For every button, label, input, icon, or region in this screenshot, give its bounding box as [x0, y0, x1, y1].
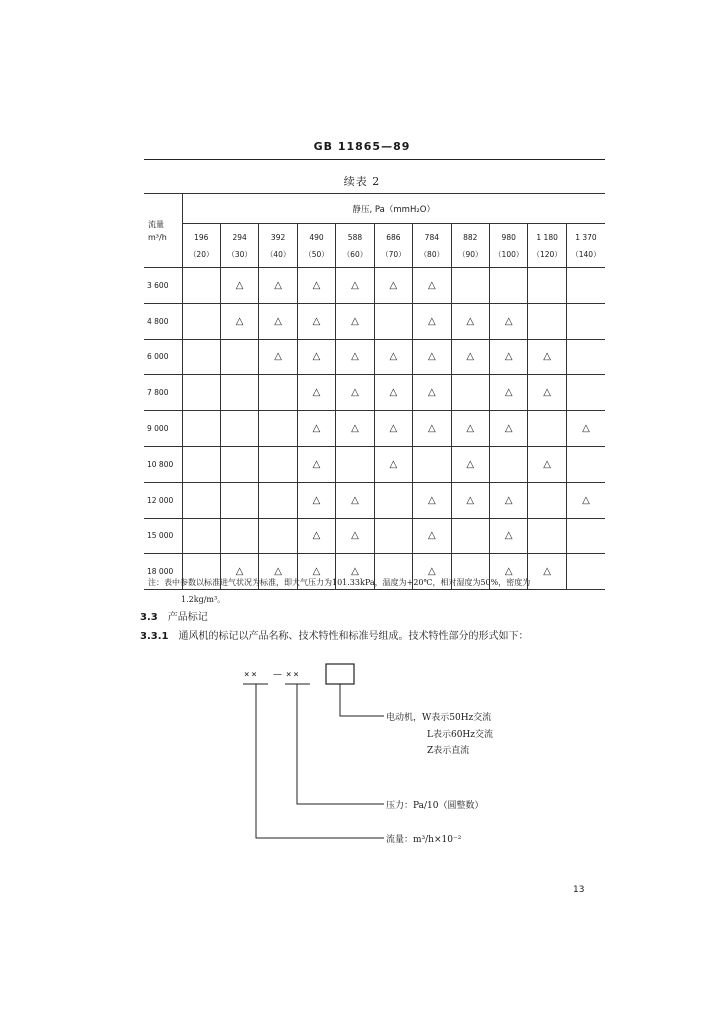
- flow-value-cell: 7 800: [144, 375, 182, 411]
- availability-triangle-mark: △: [427, 566, 436, 578]
- pressure-column-header: 686 （70）: [374, 224, 412, 268]
- availability-triangle-mark: △: [274, 279, 282, 291]
- flow-leader-line: [256, 684, 384, 838]
- availability-triangle-mark: △: [235, 315, 244, 327]
- availability-triangle-mark: △: [312, 279, 321, 291]
- availability-triangle-mark: △: [504, 315, 513, 327]
- pressure-column-header: 1 370 （140）: [566, 224, 605, 268]
- flow-value-cell: 18 000: [144, 554, 182, 590]
- motor-label: 电动机，W表示50Hz交流: [386, 713, 492, 723]
- availability-triangle-mark: △: [427, 315, 436, 327]
- section-title: 产品标记: [167, 612, 208, 623]
- pressure-label: 压力：Pa/10（圆整数）: [386, 801, 484, 811]
- flow-value-cell: 15 000: [144, 518, 182, 554]
- flow-value-cell: 10 800: [144, 446, 182, 482]
- note-line-1: 注：表中参数以标准进气状况为标准，即大气压力为101.33kPa，温度为+20℃，相对湿度为50%，密度为: [148, 578, 531, 587]
- availability-triangle-mark: △: [466, 494, 475, 506]
- motor-l-label: L表示60Hz交流: [427, 730, 494, 740]
- pressure-column-header: 882 （90）: [451, 224, 489, 268]
- note-line-2: 1.2kg/m³。: [181, 595, 226, 604]
- availability-triangle-mark: △: [543, 566, 551, 578]
- flow-code-placeholder: ××: [244, 670, 259, 680]
- availability-triangle-mark: △: [427, 423, 436, 435]
- table-title: 续表 2: [343, 175, 381, 188]
- flow-label: 流量：m³/h×10⁻²: [386, 835, 462, 845]
- pressure-column-header: 392 （40）: [259, 224, 297, 268]
- availability-triangle-mark: △: [274, 315, 282, 327]
- availability-triangle-mark: △: [543, 351, 551, 363]
- availability-triangle-mark: △: [504, 566, 513, 578]
- static-pressure-header: 静压, Pa（mmH₂O）: [182, 194, 605, 224]
- availability-triangle-mark: △: [582, 494, 590, 506]
- availability-triangle-mark: △: [504, 387, 513, 399]
- availability-triangle-mark: △: [466, 423, 475, 435]
- availability-triangle-mark: △: [274, 351, 282, 363]
- pressure-column-header: 490 （50）: [297, 224, 335, 268]
- pressure-column-header: 1 180 （120）: [528, 224, 566, 268]
- flow-value-cell: 6 000: [144, 339, 182, 375]
- availability-triangle-mark: △: [351, 315, 359, 327]
- section-number: 3.3: [140, 612, 158, 623]
- code-separator: —: [273, 670, 282, 680]
- availability-triangle-mark: △: [351, 387, 359, 399]
- availability-triangle-mark: △: [312, 530, 321, 542]
- pressure-column-header: 784 （80）: [413, 224, 451, 268]
- section-text: 通风机的标记以产品名称、技术特性和标准号组成。技术特性部分的形式如下：: [178, 631, 529, 642]
- availability-triangle-mark: △: [389, 423, 398, 435]
- availability-triangle-mark: △: [351, 494, 359, 506]
- availability-triangle-mark: △: [427, 387, 436, 399]
- availability-triangle-mark: △: [274, 566, 282, 578]
- pressure-code-placeholder: ××: [286, 670, 301, 680]
- flow-value-cell: 3 600: [144, 268, 182, 304]
- availability-triangle-mark: △: [504, 530, 513, 542]
- availability-triangle-mark: △: [543, 387, 551, 399]
- section-number: 3.3.1: [140, 631, 169, 642]
- availability-triangle-mark: △: [312, 315, 321, 327]
- availability-triangle-mark: △: [351, 423, 359, 435]
- flow-value-cell: 12 000: [144, 482, 182, 518]
- availability-triangle-mark: △: [389, 458, 398, 470]
- motor-leader-line: [340, 684, 384, 716]
- page-number: 13: [573, 885, 585, 895]
- pressure-column-header: 196 （20）: [182, 224, 220, 268]
- availability-triangle-mark: △: [351, 530, 359, 542]
- flow-column-header: 流量 m³/h: [144, 194, 182, 268]
- availability-triangle-mark: △: [389, 387, 398, 399]
- flow-value-cell: 9 000: [144, 411, 182, 447]
- pressure-column-header: 294 （30）: [220, 224, 258, 268]
- availability-triangle-mark: △: [389, 351, 398, 363]
- availability-triangle-mark: △: [351, 351, 359, 363]
- availability-triangle-mark: △: [504, 494, 513, 506]
- availability-triangle-mark: △: [582, 423, 590, 435]
- availability-triangle-mark: △: [466, 458, 475, 470]
- availability-triangle-mark: △: [504, 423, 513, 435]
- availability-triangle-mark: △: [312, 387, 321, 399]
- flow-value-cell: 4 800: [144, 303, 182, 339]
- pressure-column-header: 980 （100）: [490, 224, 528, 268]
- availability-triangle-mark: △: [427, 494, 436, 506]
- availability-triangle-mark: △: [235, 279, 244, 291]
- availability-triangle-mark: △: [312, 351, 321, 363]
- availability-triangle-mark: △: [427, 351, 436, 363]
- motor-z-label: Z表示直流: [427, 746, 470, 756]
- availability-triangle-mark: △: [427, 530, 436, 542]
- availability-triangle-mark: △: [312, 458, 321, 470]
- availability-triangle-mark: △: [466, 315, 475, 327]
- availability-triangle-mark: △: [312, 494, 321, 506]
- availability-triangle-mark: △: [543, 458, 551, 470]
- availability-triangle-mark: △: [312, 423, 321, 435]
- availability-triangle-mark: △: [504, 351, 513, 363]
- availability-triangle-mark: △: [235, 566, 244, 578]
- availability-triangle-mark: △: [312, 566, 321, 578]
- availability-triangle-mark: △: [427, 279, 436, 291]
- availability-triangle-mark: △: [466, 351, 475, 363]
- motor-code-box: [326, 664, 354, 684]
- standard-code-header: GB 11865—89: [313, 140, 411, 153]
- availability-triangle-mark: △: [351, 279, 359, 291]
- availability-triangle-mark: △: [351, 566, 359, 578]
- pressure-column-header: 588 （60）: [336, 224, 374, 268]
- availability-triangle-mark: △: [389, 279, 398, 291]
